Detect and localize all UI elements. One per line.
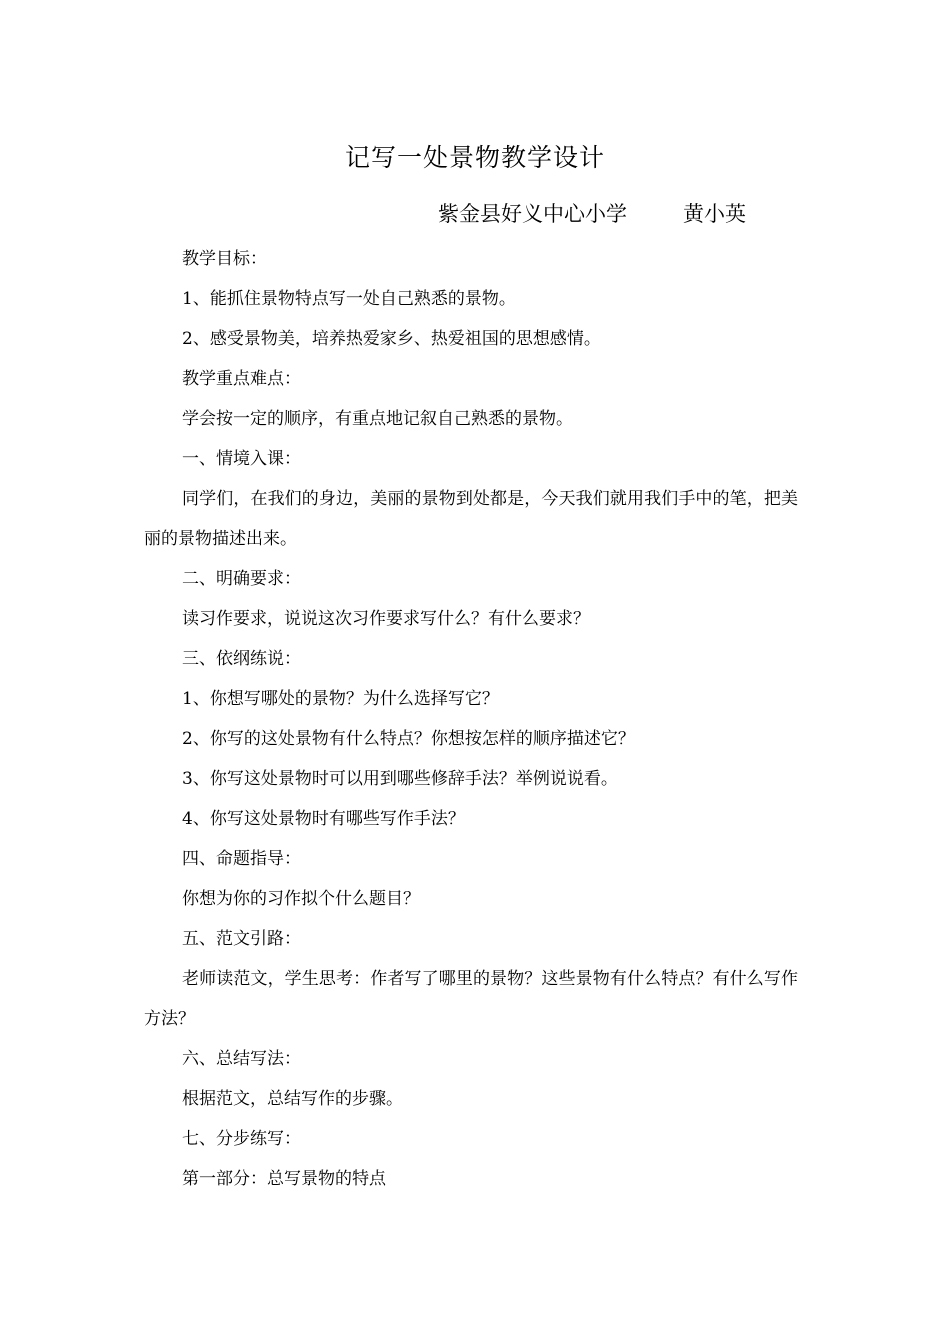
paragraph: 根据范文，总结写作的步骤。 — [182, 1089, 403, 1109]
paragraph: 1、能抓住景物特点写一处自己熟悉的景物。 — [182, 289, 516, 309]
page-title: 记写一处景物教学设计 — [344, 143, 605, 172]
paragraph: 二、明确要求： — [182, 569, 301, 589]
paragraph: 教学目标： — [182, 249, 267, 269]
document-body — [144, 239, 798, 1199]
paragraph: 同学们，在我们的身边，美丽的景物到处都是，今天我们就用我们手中的笔，把美丽的景物描述出来。 — [144, 489, 798, 549]
paragraph: 四、命题指导： — [182, 849, 301, 869]
paragraph: 4、你写这处景物时有哪些写作手法？ — [182, 809, 465, 829]
paragraph: 五、范文引路： — [182, 929, 301, 949]
paragraph: 3、你写这处景物时可以用到哪些修辞手法？举例说说看。 — [182, 769, 618, 789]
paragraph: 第一部分：总写景物的特点 — [182, 1169, 386, 1189]
paragraph: 三、依纲练说： — [182, 649, 301, 669]
paragraph: 1、你想写哪处的景物？为什么选择写它？ — [182, 689, 499, 709]
paragraph: 2、你写的这处景物有什么特点？你想按怎样的顺序描述它？ — [182, 729, 635, 749]
paragraph: 你想为你的习作拟个什么题目？ — [182, 889, 420, 909]
paragraph: 学会按一定的顺序，有重点地记叙自己熟悉的景物。 — [182, 409, 573, 429]
paragraph: 教学重点难点： — [182, 369, 301, 389]
paragraph: 六、总结写法： — [182, 1049, 301, 1069]
paragraph: 老师读范文，学生思考：作者写了哪里的景物？这些景物有什么特点？有什么写作方法？ — [144, 969, 798, 1029]
paragraph: 七、分步练写： — [182, 1129, 301, 1149]
paragraph: 一、情境入课： — [182, 449, 301, 469]
author-name: 黄小英 — [683, 202, 746, 226]
paragraph: 读习作要求，说说这次习作要求写什么？有什么要求？ — [182, 609, 590, 629]
author-line — [438, 196, 746, 232]
paragraph: 2、感受景物美，培养热爱家乡、热爱祖国的思想感情。 — [182, 329, 601, 349]
school-name: 紫金县好义中心小学 — [438, 202, 627, 226]
